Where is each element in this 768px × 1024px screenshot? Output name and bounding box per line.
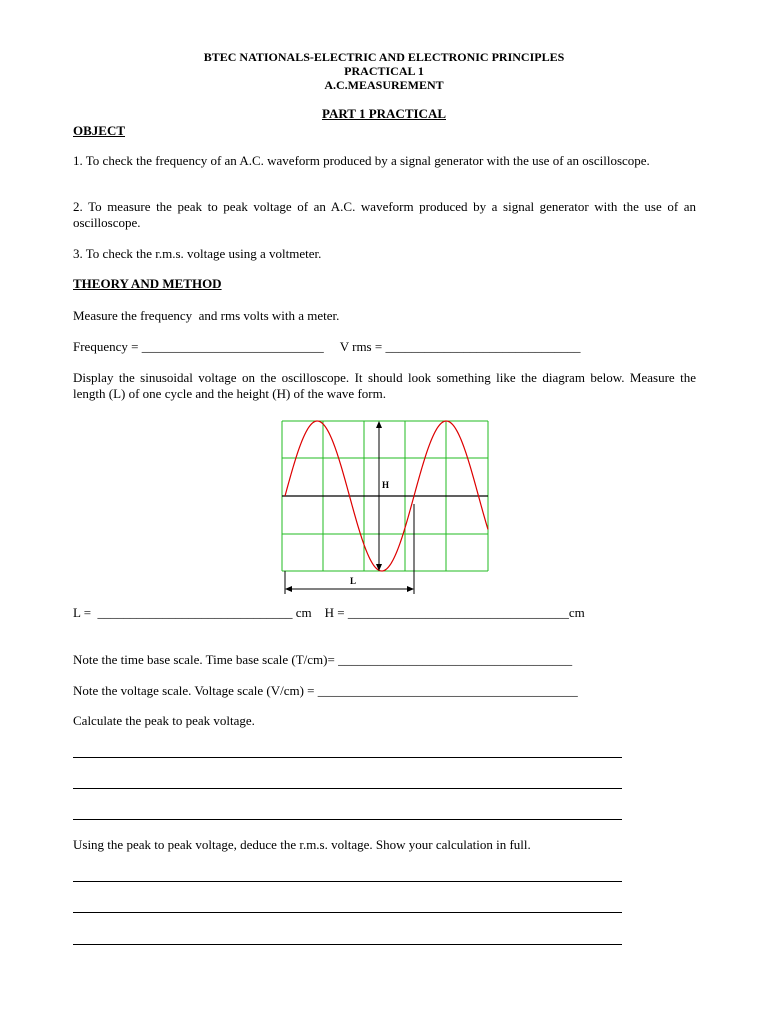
answer-line-1: [73, 757, 622, 758]
object-item-2: 2. To measure the peak to peak voltage of an A.C. waveform produced by a signal generator with the use of an oscilloscope.: [73, 199, 696, 230]
length-arrow-left-head: [285, 586, 292, 592]
object-heading: OBJECT: [73, 123, 126, 138]
height-arrow-top-head: [376, 421, 382, 428]
answer-line-4: [73, 881, 622, 882]
answer-line-5: [73, 912, 622, 913]
deduce-rms-instruction: Using the peak to peak voltage, deduce the r.m.s. voltage. Show your calculation in full.: [73, 837, 531, 852]
part-title: PART 1 PRACTICAL: [321, 106, 446, 121]
display-instruction: Display the sinusoidal voltage on the oscilloscope. It should look something like the diagram below. Measure the length (L) of one cycle and the height (H) of the wave form.: [73, 370, 696, 401]
length-height-blank-line: L = ______________________________ cm H = __________________________________cm: [73, 605, 585, 620]
theory-heading: THEORY AND METHOD: [73, 276, 222, 291]
answer-line-6: [73, 944, 622, 945]
header-practical-topic: A.C.MEASUREMENT: [324, 78, 444, 92]
height-arrow-bottom-head: [376, 564, 382, 571]
answer-line-3: [73, 819, 622, 820]
header-practical-number: PRACTICAL 1: [344, 64, 424, 78]
length-arrow-right-head: [407, 586, 414, 592]
measure-instruction: Measure the frequency and rms volts with a meter.: [73, 308, 340, 323]
voltage-scale-blank-line: Note the voltage scale. Voltage scale (V/cm) = ________________________________________: [73, 683, 578, 698]
oscilloscope-diagram: [274, 416, 496, 596]
timebase-blank-line: Note the time base scale. Time base scale (T/cm)= ____________________________________: [73, 652, 573, 667]
object-item-3: 3. To check the r.m.s. voltage using a voltmeter.: [73, 246, 322, 261]
object-item-1: 1. To check the frequency of an A.C. waveform produced by a signal generator with the use of an oscilloscope.: [73, 153, 650, 168]
calculate-pp-instruction: Calculate the peak to peak voltage.: [73, 713, 255, 728]
header-course-title: BTEC NATIONALS-ELECTRIC AND ELECTRONIC PRINCIPLES: [203, 50, 565, 64]
answer-line-2: [73, 788, 622, 789]
height-label: H: [382, 480, 390, 490]
length-label: L: [350, 576, 357, 586]
frequency-vrms-blank-line: Frequency = ____________________________ V rms = ______________________________: [73, 339, 581, 354]
